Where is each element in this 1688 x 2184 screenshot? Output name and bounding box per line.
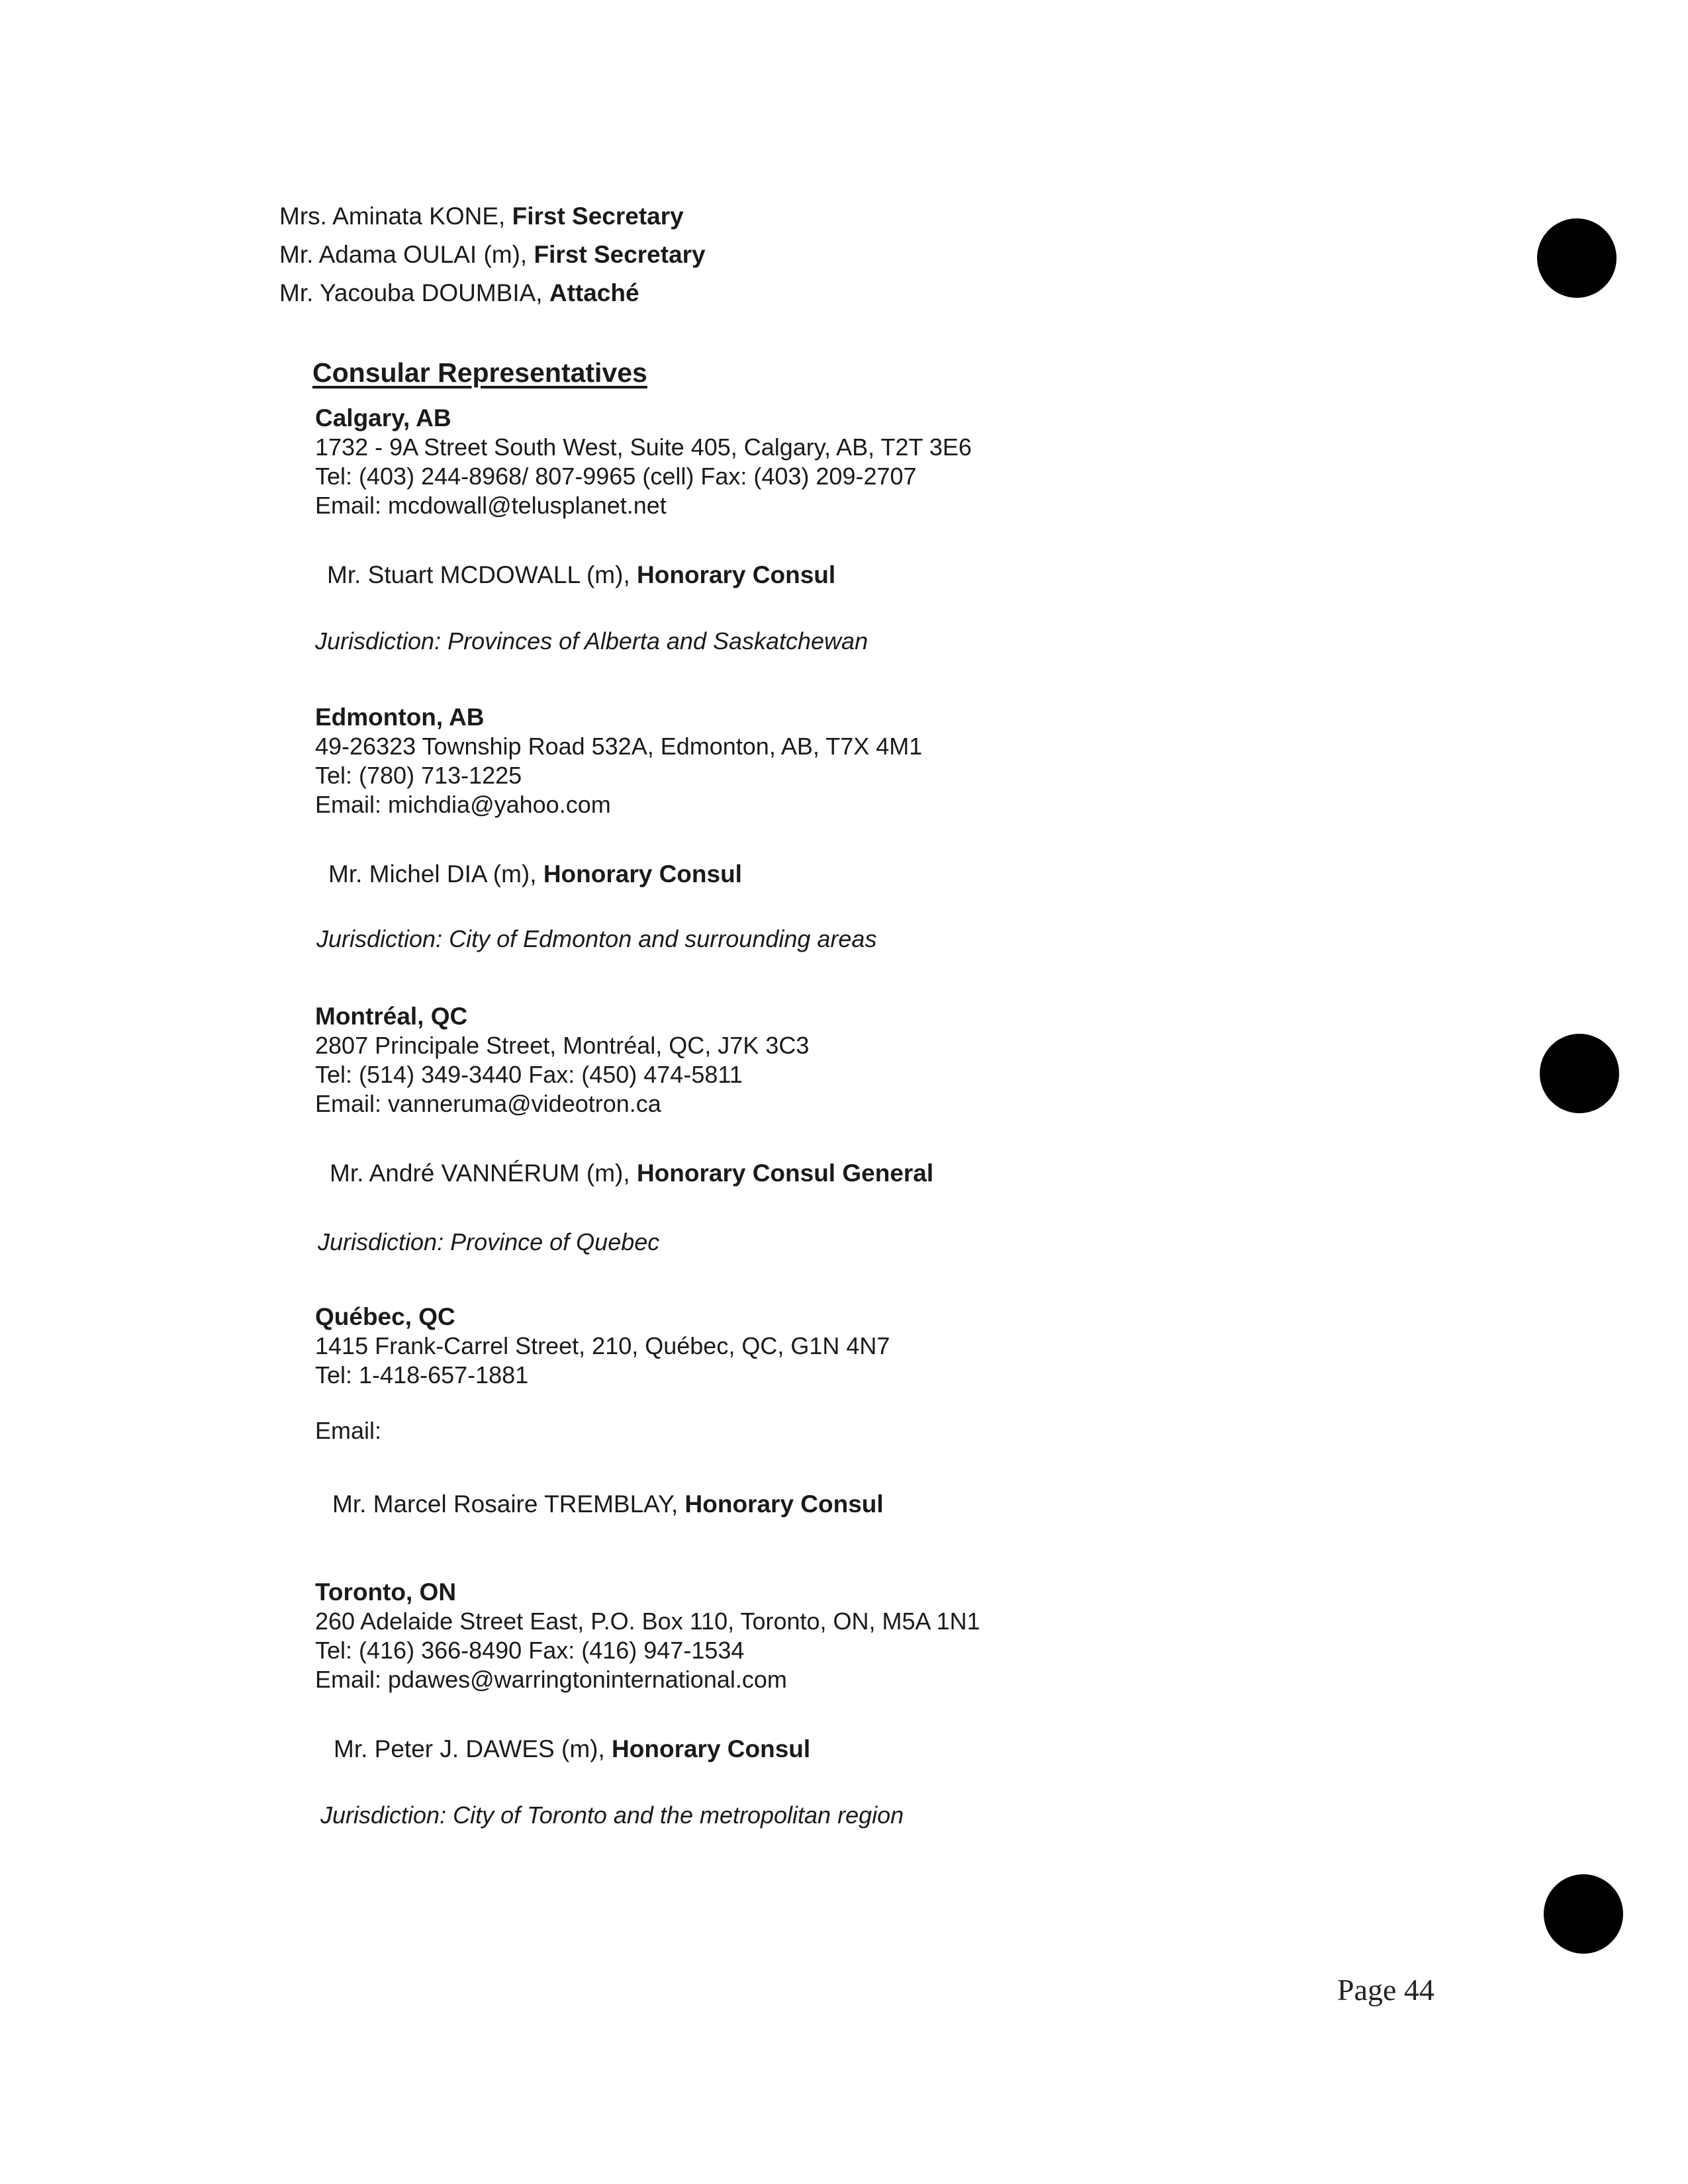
staff-list	[279, 197, 706, 312]
address: 1732 - 9A Street South West, Suite 405, Calgary, AB, T2T 3E6	[315, 433, 972, 461]
city-heading: Toronto, ON	[315, 1578, 457, 1606]
consul-entry: Mr. Marcel Rosaire TREMBLAY, Honorary Consul	[332, 1490, 884, 1518]
staff-entry: Mrs. Aminata KONE, First Secretary	[279, 203, 684, 230]
phone: Tel: (416) 366-8490 Fax: (416) 947-1534	[315, 1637, 745, 1664]
consulate-edmonton	[315, 703, 922, 819]
jurisdiction: Jurisdiction: Province of Quebec	[318, 1228, 660, 1255]
jurisdiction: Jurisdiction: City of Toronto and the metropolitan region	[320, 1801, 904, 1829]
consul-entry: Mr. Michel DIA (m), Honorary Consul	[328, 860, 742, 887]
email: Email: pdawes@warringtoninternational.com	[315, 1666, 787, 1693]
consul-entry: Mr. Peter J. DAWES (m), Honorary Consul	[334, 1735, 811, 1762]
email: Email: michdia@yahoo.com	[315, 791, 611, 818]
staff-entry: Mr. Yacouba DOUMBIA, Attaché	[279, 279, 639, 306]
jurisdiction: Jurisdiction: Provinces of Alberta and Saskatchewan	[315, 627, 868, 655]
punch-hole	[1540, 1034, 1619, 1113]
address: 2807 Principale Street, Montréal, QC, J7K 3C3	[315, 1032, 810, 1059]
section-title: Consular Representatives	[312, 357, 647, 388]
city-heading: Québec, QC	[315, 1303, 455, 1330]
city-heading: Calgary, AB	[315, 404, 451, 432]
phone: Tel: (514) 349-3440 Fax: (450) 474-5811	[315, 1061, 743, 1088]
page-number: Page 44	[1337, 1973, 1434, 2007]
address: 49-26323 Township Road 532A, Edmonton, AB, T7X 4M1	[315, 733, 923, 760]
city-heading: Edmonton, AB	[315, 704, 485, 731]
consulate-toronto	[315, 1578, 980, 1694]
email: Email:	[315, 1417, 382, 1444]
consulate-calgary	[315, 404, 972, 520]
consul-entry: Mr. Stuart MCDOWALL (m), Honorary Consul	[327, 561, 836, 588]
consulate-quebec	[315, 1302, 890, 1445]
staff-entry: Mr. Adama OULAI (m), First Secretary	[279, 241, 706, 268]
address: 1415 Frank-Carrel Street, 210, Québec, QC, G1N 4N7	[315, 1332, 890, 1359]
city-heading: Montréal, QC	[315, 1003, 468, 1030]
email: Email: mcdowall@telusplanet.net	[315, 492, 667, 519]
phone: Tel: (780) 713-1225	[315, 762, 522, 789]
phone: Tel: 1-418-657-1881	[315, 1361, 529, 1388]
phone: Tel: (403) 244-8968/ 807-9965 (cell) Fax: (403) 209-2707	[315, 463, 917, 490]
consulate-montreal	[315, 1002, 809, 1118]
punch-hole	[1537, 218, 1617, 298]
consul-entry: Mr. André VANNÉRUM (m), Honorary Consul General	[330, 1160, 934, 1187]
jurisdiction: Jurisdiction: City of Edmonton and surrounding areas	[316, 925, 877, 952]
email: Email: vanneruma@videotron.ca	[315, 1090, 661, 1117]
address: 260 Adelaide Street East, P.O. Box 110, Toronto, ON, M5A 1N1	[315, 1608, 980, 1635]
punch-hole	[1544, 1874, 1623, 1954]
